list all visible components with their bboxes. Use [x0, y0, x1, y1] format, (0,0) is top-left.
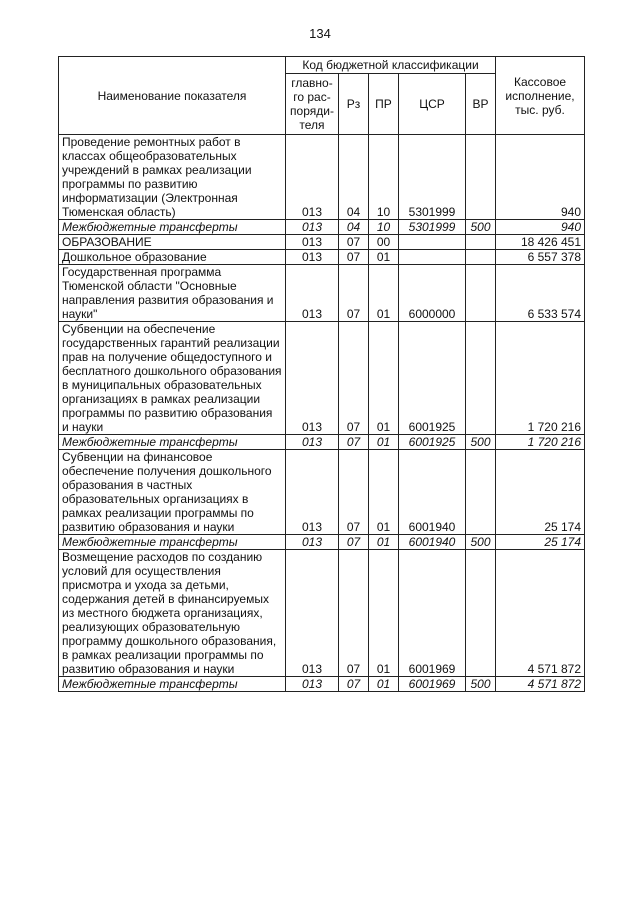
table-row: [59, 235, 585, 250]
row-main-manager: 013: [286, 435, 339, 450]
row-main-manager: 013: [286, 677, 339, 692]
row-rz: 04: [339, 220, 369, 235]
row-name: Межбюджетные трансферты: [59, 220, 286, 235]
row-vr: 500: [466, 220, 496, 235]
row-csr: 6001925: [399, 322, 466, 435]
row-pr: 01: [369, 677, 399, 692]
row-name: ОБРАЗОВАНИЕ: [59, 235, 286, 250]
row-csr: 5301999: [399, 220, 466, 235]
table-row: [59, 265, 585, 322]
row-vr: [466, 550, 496, 677]
row-vr: 500: [466, 677, 496, 692]
row-pr: 01: [369, 535, 399, 550]
row-amount: 940: [496, 135, 585, 220]
table-row: [59, 677, 585, 692]
row-name: Межбюджетные трансферты: [59, 435, 286, 450]
row-name: Проведение ремонтных работ в классах общеобразовательных учреждений в рамках реализации программы по развитию информатизации (Электронная Тюменская область): [59, 135, 286, 220]
row-csr: [399, 250, 466, 265]
header-vr: ВР: [466, 74, 496, 135]
row-rz: 04: [339, 135, 369, 220]
row-amount: 6 557 378: [496, 250, 585, 265]
page-number: 134: [309, 26, 331, 41]
row-main-manager: 013: [286, 450, 339, 535]
row-pr: 01: [369, 450, 399, 535]
row-vr: [466, 450, 496, 535]
row-pr: 01: [369, 435, 399, 450]
row-pr: 01: [369, 550, 399, 677]
table-row: [59, 435, 585, 450]
row-rz: 07: [339, 535, 369, 550]
row-vr: 500: [466, 435, 496, 450]
row-rz: 07: [339, 322, 369, 435]
row-amount: 25 174: [496, 535, 585, 550]
row-vr: [466, 250, 496, 265]
row-vr: [466, 265, 496, 322]
header-amount: Кассовое исполнение, тыс. руб.: [496, 57, 585, 135]
row-name: Возмещение расходов по созданию условий для осуществления присмотра и ухода за детьми, содержания детей в финансируемых из местного бюджета организациях, реализующих образовательную программу дошкольного образования, в рамках реализации программы по развитию образования и науки: [59, 550, 286, 677]
header-pr: ПР: [369, 74, 399, 135]
row-name: Субвенции на обеспечение государственных гарантий реализации прав на получение общедоступного и бесплатного дошкольного образования в муниципальных образовательных организациях в рамках реализации программы по развитию образования и науки: [59, 322, 286, 435]
row-name: Государственная программа Тюменской области "Основные направления развития образования и науки": [59, 265, 286, 322]
row-rz: 07: [339, 550, 369, 677]
header-main-manager: главно- го рас- поряди- теля: [286, 74, 339, 135]
row-vr: [466, 135, 496, 220]
row-amount: 1 720 216: [496, 322, 585, 435]
row-amount: 940: [496, 220, 585, 235]
table-body: [59, 135, 585, 692]
row-main-manager: 013: [286, 550, 339, 677]
row-pr: 01: [369, 265, 399, 322]
row-csr: 6000000: [399, 265, 466, 322]
budget-table: [58, 56, 585, 692]
row-main-manager: 013: [286, 265, 339, 322]
table-row: [59, 450, 585, 535]
row-amount: 25 174: [496, 450, 585, 535]
row-name: Дошкольное образование: [59, 250, 286, 265]
row-vr: [466, 322, 496, 435]
row-main-manager: 013: [286, 220, 339, 235]
row-csr: 5301999: [399, 135, 466, 220]
header-name: Наименование показателя: [59, 57, 286, 135]
row-name: Субвенции на финансовое обеспечение получения дошкольного образования в частных образовательных организациях в рамках реализации программы по развитию образования и науки: [59, 450, 286, 535]
header-csr: ЦСР: [399, 74, 466, 135]
row-amount: 4 571 872: [496, 677, 585, 692]
row-amount: 18 426 451: [496, 235, 585, 250]
table-row: [59, 322, 585, 435]
row-csr: 6001969: [399, 677, 466, 692]
row-main-manager: 013: [286, 535, 339, 550]
row-pr: 10: [369, 220, 399, 235]
row-amount: 6 533 574: [496, 265, 585, 322]
row-pr: 01: [369, 250, 399, 265]
row-main-manager: 013: [286, 322, 339, 435]
table-row: [59, 535, 585, 550]
row-vr: [466, 235, 496, 250]
row-csr: 6001940: [399, 535, 466, 550]
row-pr: 10: [369, 135, 399, 220]
row-amount: 4 571 872: [496, 550, 585, 677]
table-row: [59, 550, 585, 677]
row-rz: 07: [339, 265, 369, 322]
row-rz: 07: [339, 450, 369, 535]
row-csr: [399, 235, 466, 250]
row-csr: 6001969: [399, 550, 466, 677]
table-row: [59, 135, 585, 220]
row-pr: 01: [369, 322, 399, 435]
row-name: Межбюджетные трансферты: [59, 535, 286, 550]
row-amount: 1 720 216: [496, 435, 585, 450]
table-row: [59, 220, 585, 235]
row-csr: 6001940: [399, 450, 466, 535]
table-row: [59, 250, 585, 265]
row-vr: 500: [466, 535, 496, 550]
row-main-manager: 013: [286, 235, 339, 250]
row-rz: 07: [339, 250, 369, 265]
row-pr: 00: [369, 235, 399, 250]
row-main-manager: 013: [286, 250, 339, 265]
header-rz: Рз: [339, 74, 369, 135]
header-code-group: Код бюджетной классификации: [286, 57, 496, 74]
row-csr: 6001925: [399, 435, 466, 450]
row-rz: 07: [339, 677, 369, 692]
row-name: Межбюджетные трансферты: [59, 677, 286, 692]
row-main-manager: 013: [286, 135, 339, 220]
row-rz: 07: [339, 435, 369, 450]
row-rz: 07: [339, 235, 369, 250]
